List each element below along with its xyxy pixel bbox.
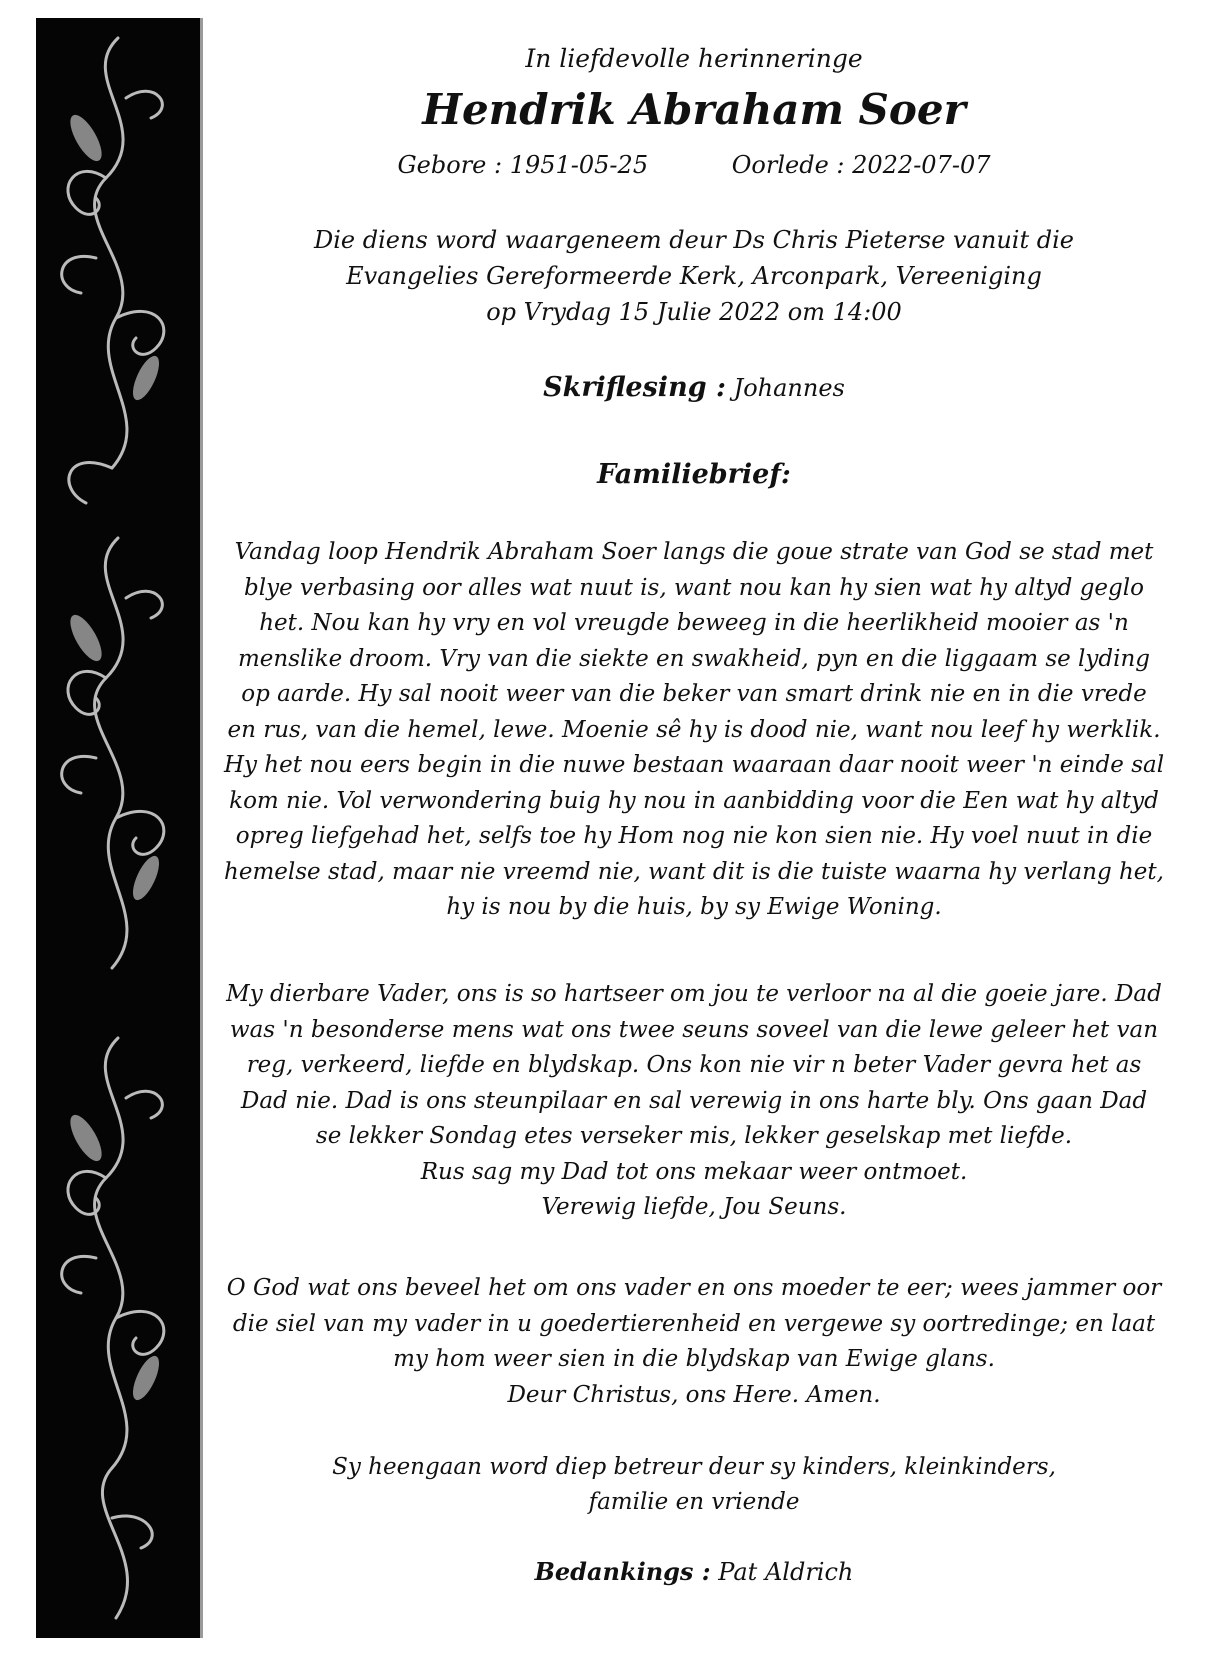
letter-heading: Familiebrief: (597, 459, 791, 490)
life-dates (214, 148, 1174, 182)
scripture-label: Skriflesing : (543, 372, 726, 403)
text-line: hemelse stad, maar nie vreemd nie, want dit is die tuiste waarna hy verlang het, (224, 858, 1164, 885)
text-line: hy is nou by die huis, by sy Ewige Woning. (446, 894, 942, 920)
thanks-label: Bedankings : (534, 1557, 711, 1586)
text-line: opreg liefgehad het, selfs toe hy Hom nog nie kon sien nie. Hy voel nuut in die (235, 823, 1153, 849)
service-line: Evangelies Gereformeerde Kerk, Arconpark, Vereeniging (346, 262, 1042, 290)
text-line: blye verbasing oor alles wat nuut is, want nou kan hy sien wat hy altyd geglo (244, 574, 1144, 601)
service-details (214, 222, 1174, 330)
birth-date: Gebore : 1951-05-25 (397, 151, 649, 179)
text-line: Deur Christus, ons Here. Amen. (507, 1381, 881, 1408)
text-line: Vandag loop Hendrik Abraham Soer langs die goue strate van God se stad met (234, 539, 1154, 565)
text-line: O God wat ons beveel het om ons vader en ons moeder te eer; wees jammer oor (226, 1275, 1162, 1301)
family-letter-paragraph (214, 535, 1174, 926)
text-line: se lekker Sondag etes verseker mis, lekker geselskap met liefde. (315, 1123, 1073, 1149)
text-line: kom nie. Vol verwondering buig hy nou in aanbidding voor die Een wat hy altyd (229, 787, 1159, 814)
text-line: was 'n besonderse mens wat ons twee seuns soveel van die lewe geleer het van (229, 1016, 1159, 1043)
text-line: op aarde. Hy sal nooit weer van die beker van smart drink nie en in die vrede (241, 681, 1147, 707)
text-line: reg, verkeerd, liefde en blydskap. Ons kon nie vir n beter Vader gevra het as (246, 1052, 1142, 1078)
deceased-name: Hendrik Abraham Soer (422, 85, 966, 134)
text-line: menslike droom. Vry van die siekte en swakheid, pyn en die liggaam se lyding (237, 645, 1151, 672)
service-line: op Vrydag 15 Julie 2022 om 14:00 (486, 298, 902, 326)
text-line: het. Nou kan hy vry en vol vreugde beweeg in die heerlikheid mooier as 'n (259, 610, 1129, 636)
text-line: My dierbare Vader, ons is so hartseer om jou te verloor na al die goeie jare. Dad (226, 981, 1162, 1007)
text-line: Verewig liefde, Jou Seuns. (541, 1194, 847, 1220)
intro-line: In liefdevolle herinneringe (525, 44, 863, 73)
mourning-notice (214, 1450, 1174, 1520)
floral-swirl-ornament (36, 18, 200, 1638)
prayer-paragraph (214, 1271, 1174, 1413)
death-date: Oorlede : 2022-07-07 (731, 151, 991, 179)
text-line: Sy heengaan word diep betreur deur sy kinders, kleinkinders, (332, 1454, 1056, 1480)
text-line: en rus, van die hemel, lewe. Moenie sê hy is dood nie, want nou leef hy werklik. (227, 716, 1161, 743)
text-line: Rus sag my Dad tot ons mekaar weer ontmoet. (420, 1158, 968, 1185)
sons-letter-paragraph (214, 977, 1174, 1226)
text-line: my hom weer sien in die blydskap van Ewige glans. (393, 1346, 995, 1372)
text-line: die siel van my vader in u goedertierenheid en vergewe sy oortredinge; en laat (232, 1310, 1156, 1337)
decorative-border (36, 18, 203, 1638)
text-line: familie en vriende (588, 1489, 800, 1515)
text-line: Hy het nou eers begin in die nuwe bestaan waaraan daar nooit weer 'n einde sal (223, 752, 1165, 778)
acknowledgements (214, 1554, 1174, 1590)
thanks-value: Pat Aldrich (718, 1558, 854, 1586)
scripture-value: Johannes (733, 374, 845, 402)
service-line: Die diens word waargeneem deur Ds Chris Pieterse vanuit die (314, 226, 1074, 254)
text-line: Dad nie. Dad is ons steunpilaar en sal verewig in ons harte bly. Ons gaan Dad (240, 1087, 1148, 1114)
scripture-reading (214, 370, 1174, 406)
